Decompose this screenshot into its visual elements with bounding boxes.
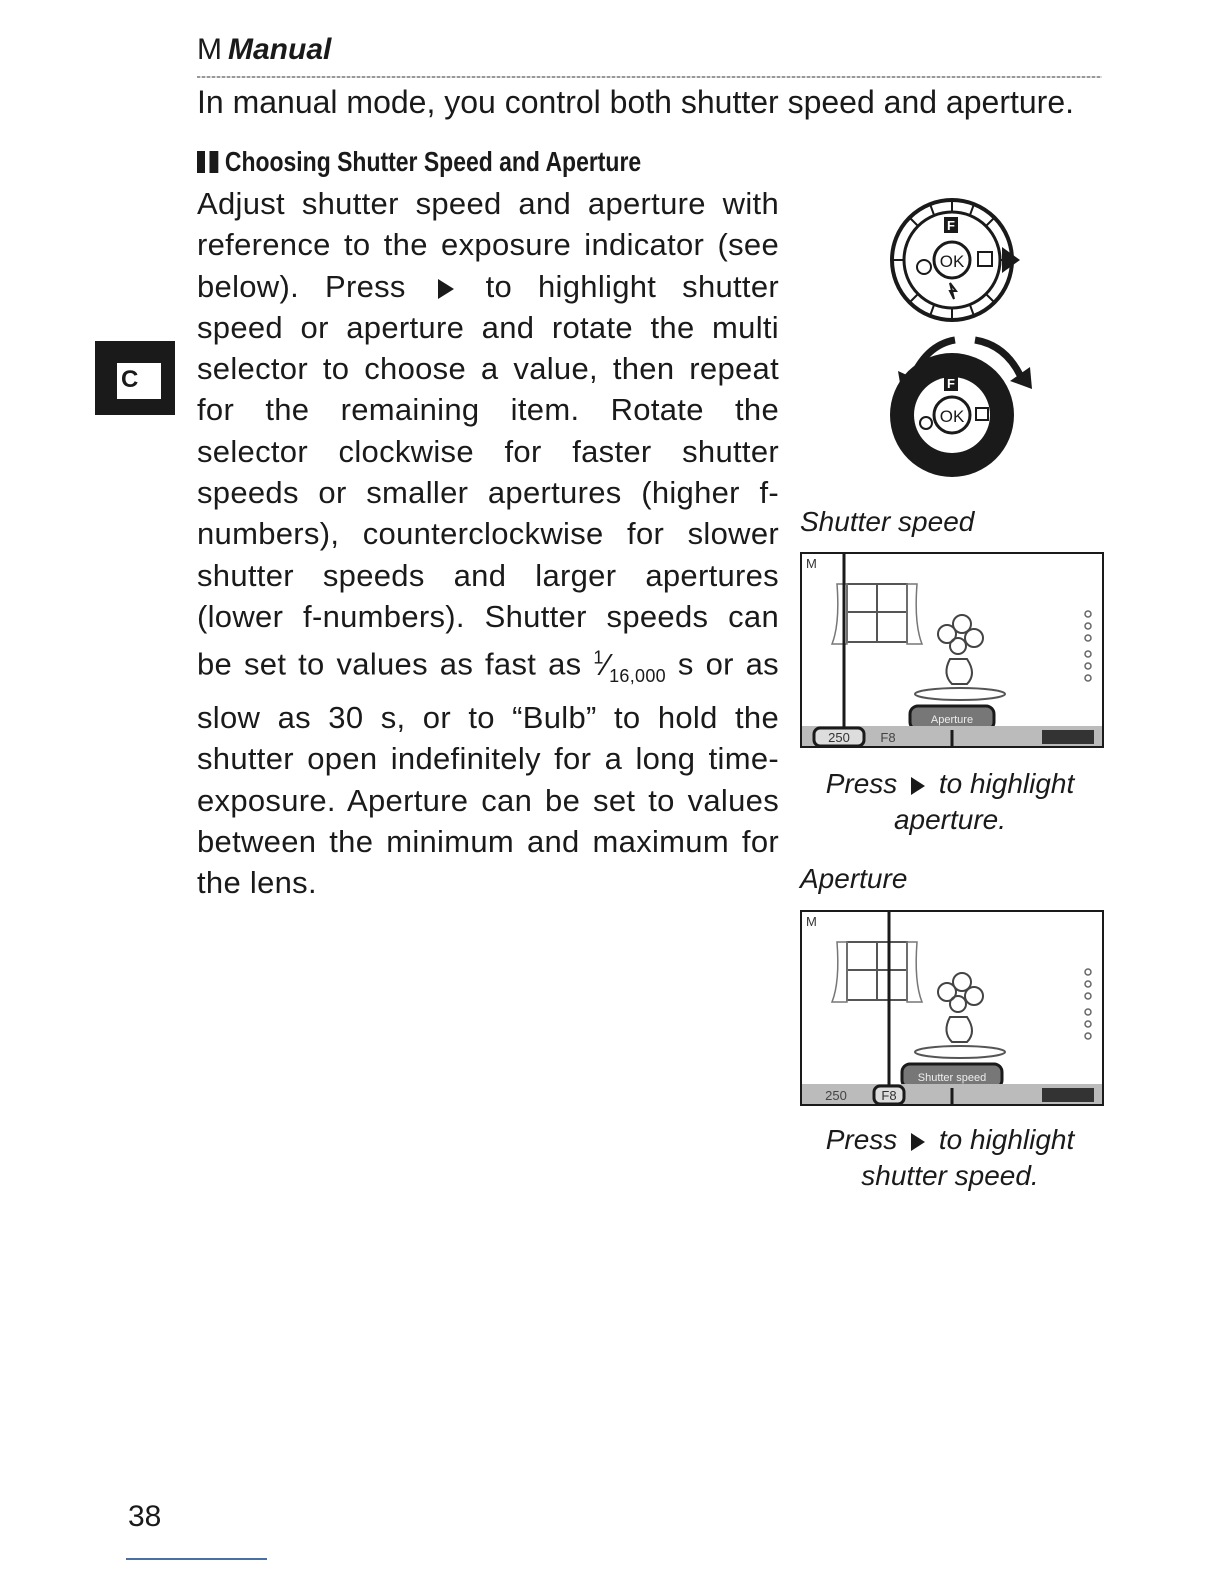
section-title [197,144,641,180]
camera-icon [117,363,161,399]
figure1-aperture: F8 [880,730,896,745]
figure2-caption-pre: Press [825,1124,898,1155]
figure2-screen [800,910,1104,1106]
footer-rule [126,1558,267,1560]
section-title-text: Choosing Shutter Speed and Aperture [224,146,642,177]
figure1-shutter: 250 [828,730,850,745]
figure2-hint: Shutter speed [917,1072,987,1084]
section-bullet-icon [197,151,218,173]
body-paragraph [197,183,779,904]
fraction: $^1⁄_{16,000}$ [593,646,666,686]
body-part-1: Adjust shutter speed and aperture with reference to the exposure indicator (see below). Press [197,186,779,304]
figure1-caption [800,766,1100,838]
figure1-screen [800,552,1104,748]
figure1-caption-pre: Press [825,768,898,799]
figure2-caption-post: to highlight shutter speed. [861,1124,1075,1191]
figure2-label: Aperture [800,863,908,894]
figure1-hint: Aperture [930,714,974,726]
page-heading [197,30,331,70]
figure2-aperture: F8 [881,1088,897,1103]
figure2-shutter: 250 [825,1088,847,1103]
page-number: 38 [128,1500,162,1533]
figure1-caption-post: to highlight aperture. [893,768,1075,835]
tab-label: C [121,366,139,393]
intro-text: In manual mode, you control both shutter speed and aperture. [197,84,1074,120]
right-arrow-icon [911,777,925,795]
heading-rule [197,76,1102,78]
body-part-2: to highlight shutter speed or aperture and rotate the multi selector to choose a value, then repeat for the remaining item. Rotate the selector clockwise for faster shutter speeds or smaller apertures (higher f-numbers), counterclockwise for slower shutter speeds and larger apertures (lower f-numbers). Shutter speeds can be set to values as fast as [197,268,780,682]
figure1-label: Shutter speed [800,506,975,537]
dial-highlight-right [892,200,1020,320]
shooting-mode-tab [95,341,175,415]
body-part-3: s or as slow as 30 s, or to “Bulb” to hold the shutter open indefinitely for a long time-exposure. Aperture can be set to values between the minimum and maximum for the lens. [197,646,779,901]
multi-selector-diagram [880,195,1040,485]
figure2-caption [800,1122,1100,1194]
right-arrow-icon [438,279,454,299]
mode-letter: M [197,33,222,66]
dial-rotate [890,353,1014,477]
mode-name: Manual [228,33,332,66]
f-label-bottom: F [947,376,955,391]
figure1-mode: M [806,556,817,571]
ok-label-top: OK [939,252,965,271]
ok-label-bottom: OK [939,407,965,426]
figure2-mode: M [806,914,817,929]
right-arrow-icon [911,1133,925,1151]
f-label-top: F [947,218,955,233]
